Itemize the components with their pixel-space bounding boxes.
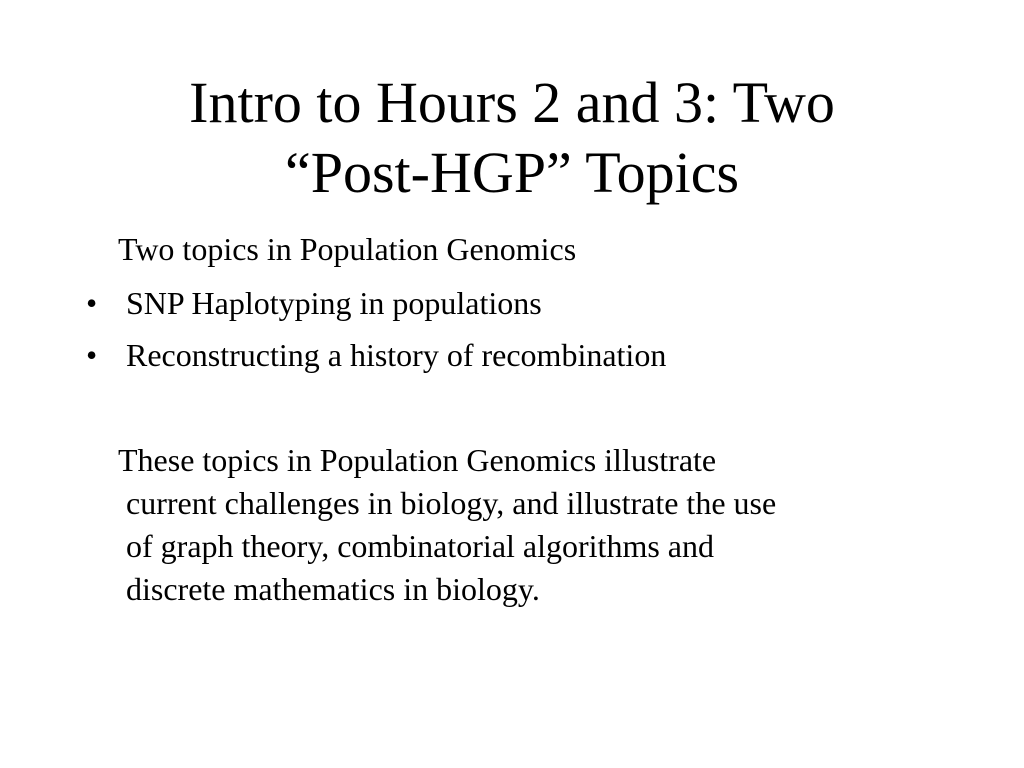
paragraph-line: of graph theory, combinatorial algorithms and	[126, 528, 714, 564]
bullet-text: SNP Haplotyping in populations	[126, 285, 542, 321]
intro-text: Two topics in Population Genomics	[118, 231, 577, 267]
bullet-text: Reconstructing a history of recombination	[126, 337, 667, 373]
summary-paragraph	[118, 439, 958, 611]
paragraph-line: These topics in Population Genomics illustrate	[118, 442, 717, 478]
bullet-item	[86, 282, 542, 324]
paragraph-line: discrete mathematics in biology.	[126, 571, 540, 607]
slide-title-line-1: Intro to Hours 2 and 3: Two	[189, 70, 835, 135]
bullet-item	[86, 334, 666, 376]
paragraph-line: current challenges in biology, and illustrate the use	[126, 485, 777, 521]
slide-title-line-2: “Post-HGP” Topics	[284, 140, 740, 205]
bullet-icon: •	[86, 285, 98, 321]
bullet-icon: •	[86, 337, 98, 373]
